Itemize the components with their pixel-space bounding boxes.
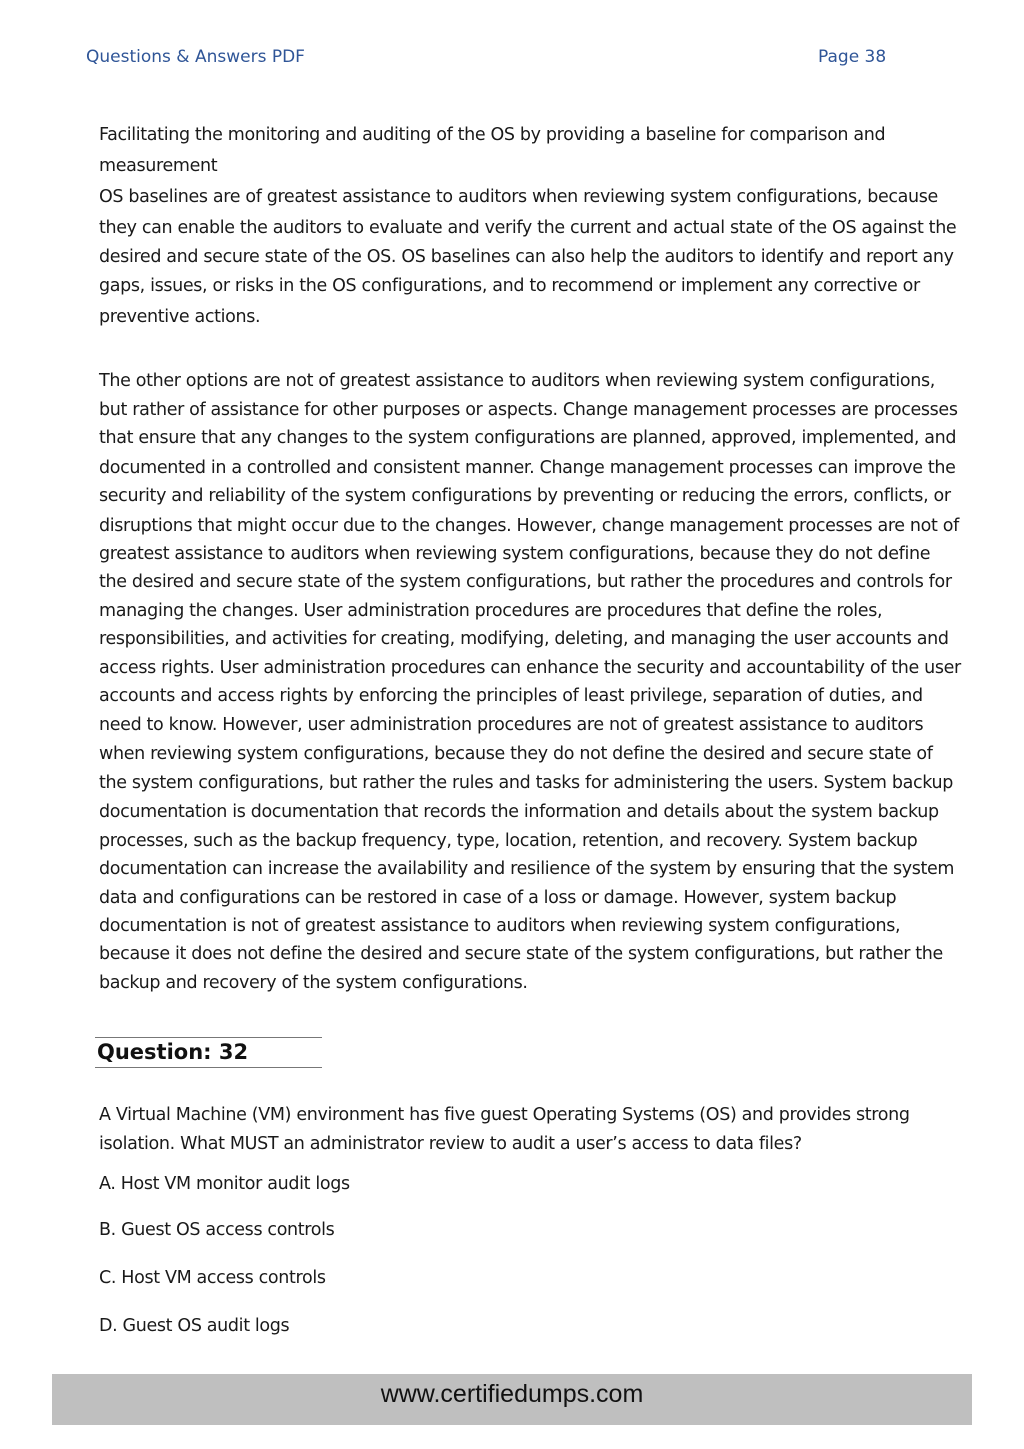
text-line: they can enable the auditors to evaluate and verify the current and actual state of the OS against the: [99, 218, 957, 238]
text-line: documented in a controlled and consistent manner. Change management processes can improve the: [99, 458, 956, 478]
option-b: B. Guest OS access controls: [99, 1220, 335, 1240]
text-line: desired and secure state of the OS. OS baselines can also help the auditors to identify and report any: [99, 247, 954, 267]
footer-bar: [52, 1374, 972, 1425]
text-line: but rather of assistance for other purposes or aspects. Change management processes are processes: [99, 400, 958, 420]
text-line: backup and recovery of the system configurations.: [99, 973, 528, 993]
text-line: access rights. User administration procedures can enhance the security and accountability of the user: [99, 658, 961, 678]
text-line: responsibilities, and activities for creating, modifying, deleting, and managing the user accounts and: [99, 629, 949, 649]
text-line: documentation is documentation that records the information and details about the system backup: [99, 802, 939, 822]
option-a: A. Host VM monitor audit logs: [99, 1174, 350, 1194]
question-rule-top: [95, 1037, 322, 1038]
text-line: The other options are not of greatest assistance to auditors when reviewing system configurations,: [99, 371, 935, 391]
text-line: because it does not define the desired and secure state of the system configurations, but rather the: [99, 944, 943, 964]
footer-url[interactable]: www.certifiedumps.com: [380, 1380, 644, 1408]
question-title: Question: 32: [97, 1040, 249, 1064]
text-line: Facilitating the monitoring and auditing of the OS by providing a baseline for comparison and: [99, 125, 886, 145]
text-line: the system configurations, but rather the rules and tasks for administering the users. System backup: [99, 773, 953, 793]
text-line: accounts and access rights by enforcing the principles of least privilege, separation of duties, and: [99, 686, 923, 706]
text-line: managing the changes. User administration procedures are procedures that define the roles,: [99, 601, 883, 621]
text-line: the desired and secure state of the system configurations, but rather the procedures and controls for: [99, 572, 952, 592]
text-line: measurement: [99, 156, 218, 176]
text-line: security and reliability of the system configurations by preventing or reducing the errors, conflicts, or: [99, 486, 951, 506]
text-line: A Virtual Machine (VM) environment has five guest Operating Systems (OS) and provides strong: [99, 1105, 910, 1125]
text-line: documentation is not of greatest assistance to auditors when reviewing system configurations,: [99, 916, 901, 936]
option-d: D. Guest OS audit logs: [99, 1316, 290, 1336]
text-line: processes, such as the backup frequency, type, location, retention, and recovery. System backup: [99, 831, 918, 851]
text-line: that ensure that any changes to the system configurations are planned, approved, implemented, and: [99, 428, 957, 448]
text-line: documentation can increase the availability and resilience of the system by ensuring that the system: [99, 859, 955, 879]
header-title: Questions & Answers PDF: [86, 47, 305, 67]
text-line: OS baselines are of greatest assistance to auditors when reviewing system configurations, because: [99, 187, 938, 207]
text-line: need to know. However, user administration procedures are not of greatest assistance to auditors: [99, 715, 924, 735]
text-line: disruptions that might occur due to the changes. However, change management processes are not of: [99, 516, 959, 536]
text-line: greatest assistance to auditors when reviewing system configurations, because they do not define: [99, 544, 931, 564]
text-line: preventive actions.: [99, 307, 261, 327]
text-line: isolation. What MUST an administrator review to audit a user’s access to data files?: [99, 1134, 802, 1154]
question-rule-bottom: [95, 1067, 322, 1068]
text-line: gaps, issues, or risks in the OS configurations, and to recommend or implement any corrective or: [99, 276, 920, 296]
option-c: C. Host VM access controls: [99, 1268, 326, 1288]
text-line: when reviewing system configurations, because they do not define the desired and secure state of: [99, 744, 933, 764]
text-line: data and configurations can be restored in case of a loss or damage. However, system backup: [99, 888, 897, 908]
page-number: Page 38: [818, 47, 887, 67]
